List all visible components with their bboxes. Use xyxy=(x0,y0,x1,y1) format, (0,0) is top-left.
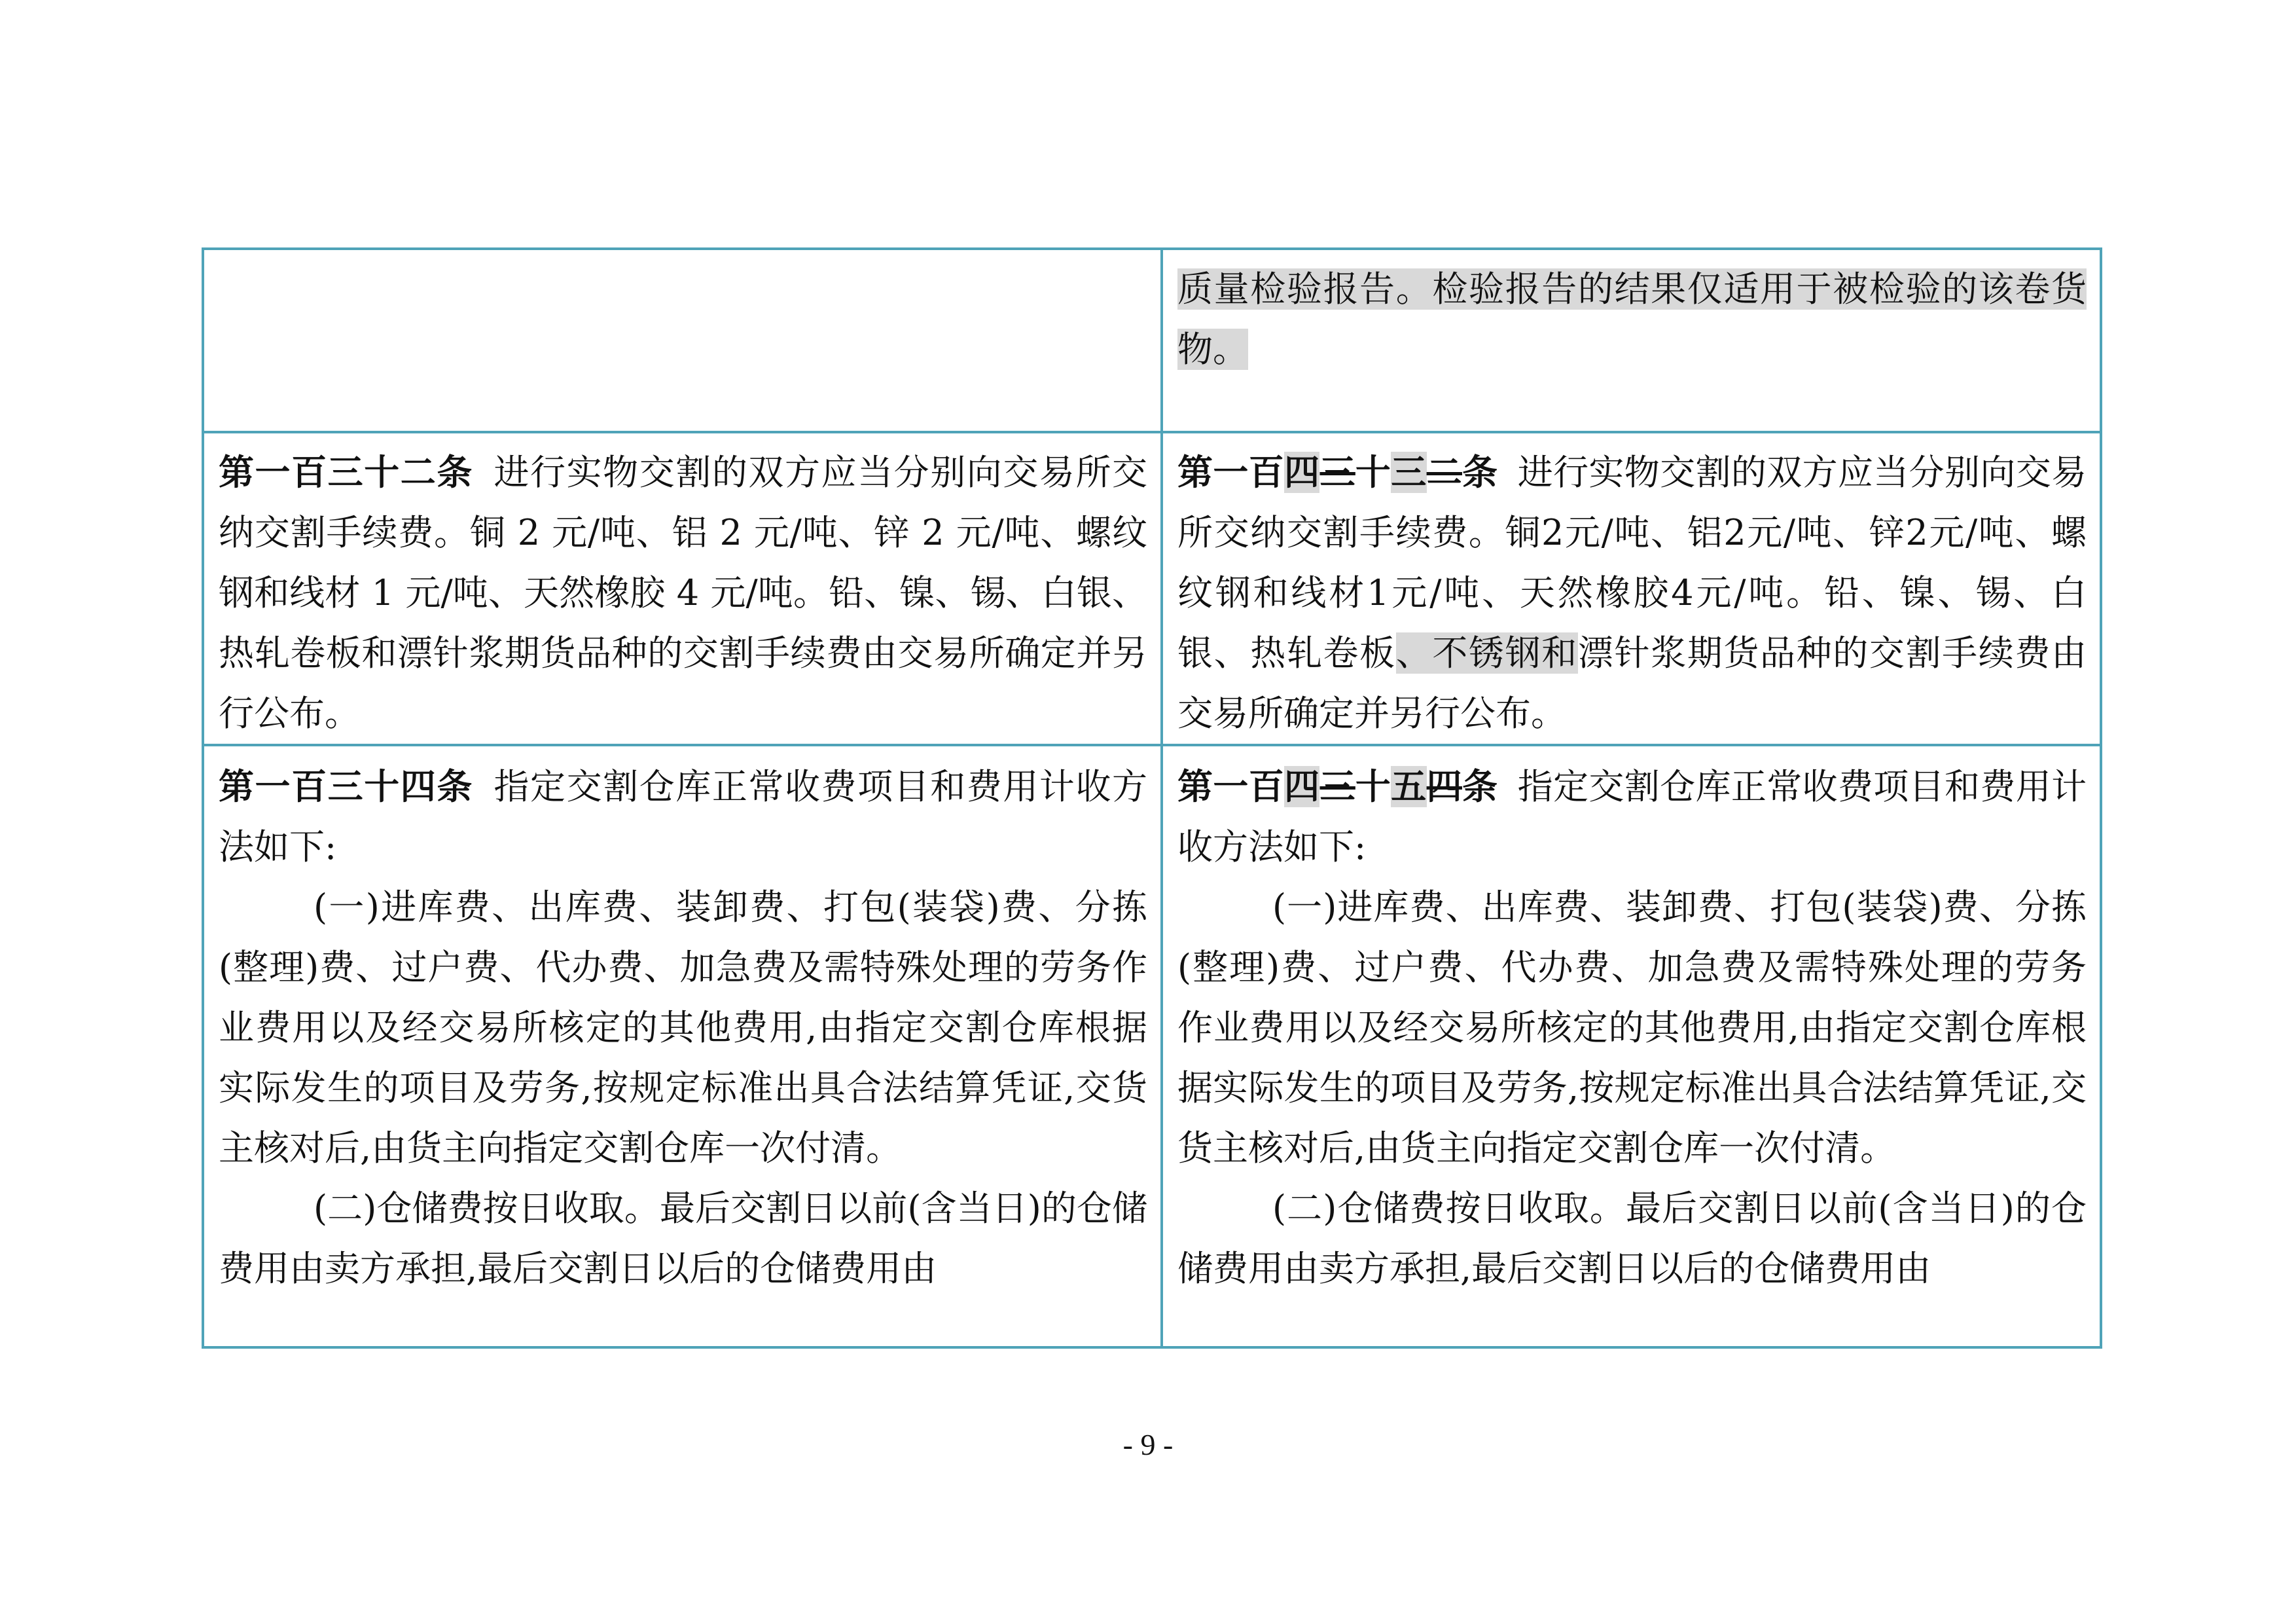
original-article xyxy=(219,443,1147,744)
inserted-text: 质量检验报告。检验报告的结果仅适用于被检验的该卷货物。 xyxy=(1177,268,2087,370)
revised-article xyxy=(1177,443,2087,744)
article-text: 进行实物交割的双方应当分别向交易所交纳交割手续费。铜 2 元/吨、铝 2 元/吨、锌 2 元/吨、螺纹钢和线材 1 元/吨、天然橡胶 4 元/吨。铅、镍、锡、白银、热轧卷板和漂针浆期货品种的交割手续费由交易所确定并另行公布。 xyxy=(219,452,1148,734)
article-text: 漂针浆期货品种的交割手续费由交易所确定并另行公布。 xyxy=(1177,632,2087,734)
article-text: 进行实物交割的双方应当分别向交易所交纳交割手续费。铜2元/吨、铝2元/吨、锌2元/吨、螺纹钢和线材1元/吨、天然橡胶4元/吨。铅、镍、锡、白银、热轧卷板 xyxy=(1177,452,2087,674)
deleted-text: 二 xyxy=(1426,452,1462,493)
inserted-text: 五 xyxy=(1391,766,1427,807)
inserted-text: 四 xyxy=(1284,766,1320,807)
original-article xyxy=(219,757,1147,877)
table-row xyxy=(203,432,2101,745)
deleted-text: 三 xyxy=(1319,766,1355,807)
article-number: 第一百三十四条 xyxy=(219,766,473,807)
deleted-text: 三 xyxy=(1319,452,1355,493)
inserted-text: 三 xyxy=(1391,452,1427,493)
revised-cell xyxy=(1162,745,2101,1347)
article-number: 第一百四三十五四条 xyxy=(1177,766,1498,807)
revised-cell xyxy=(1162,432,2101,745)
table-row xyxy=(203,745,2101,1347)
comparison-table xyxy=(202,247,2102,1349)
article-text: 指定交割仓库正常收费项目和费用计收方法如下: xyxy=(219,766,1148,867)
article-text: 指定交割仓库正常收费项目和费用计收方法如下: xyxy=(1177,766,2087,867)
page-number: - 9 - xyxy=(1122,1428,1174,1461)
deleted-text: 四 xyxy=(1426,766,1462,807)
article-item: (二)仓储费按日收取。最后交割日以前(含当日)的仓储费用由卖方承担,最后交割日以后的仓储费用由 xyxy=(1177,1188,2087,1289)
revised-text xyxy=(1177,259,2087,380)
table-row xyxy=(203,249,2101,432)
article-item: (一)进库费、出库费、装卸费、打包(装袋)费、分拣(整理)费、过户费、代办费、加急费及需特殊处理的劳务作业费用以及经交易所核定的其他费用,由指定交割仓库根据实际发生的项目及劳务,按规定标准出具合法结算凭证,交货主核对后,由货主向指定交割仓库一次付清。 xyxy=(1177,886,2087,1169)
original-cell xyxy=(203,249,1162,432)
article-item: (一)进库费、出库费、装卸费、打包(装袋)费、分拣(整理)费、过户费、代办费、加急费及需特殊处理的劳务作业费用以及经交易所核定的其他费用,由指定交割仓库根据实际发生的项目及劳务,按规定标准出具合法结算凭证,交货主核对后,由货主向指定交割仓库一次付清。 xyxy=(219,886,1147,1169)
inserted-text: 四 xyxy=(1284,452,1320,493)
article-item: (二)仓储费按日收取。最后交割日以前(含当日)的仓储费用由卖方承担,最后交割日以后的仓储费用由 xyxy=(219,1188,1147,1289)
revised-cell xyxy=(1162,249,2101,432)
original-cell xyxy=(203,432,1162,745)
revised-article xyxy=(1177,757,2087,877)
original-cell xyxy=(203,745,1162,1347)
inserted-text: 、不锈钢和 xyxy=(1395,632,1578,674)
article-number: 第一百四三十三二条 xyxy=(1177,452,1498,493)
article-number: 第一百三十二条 xyxy=(219,452,473,493)
